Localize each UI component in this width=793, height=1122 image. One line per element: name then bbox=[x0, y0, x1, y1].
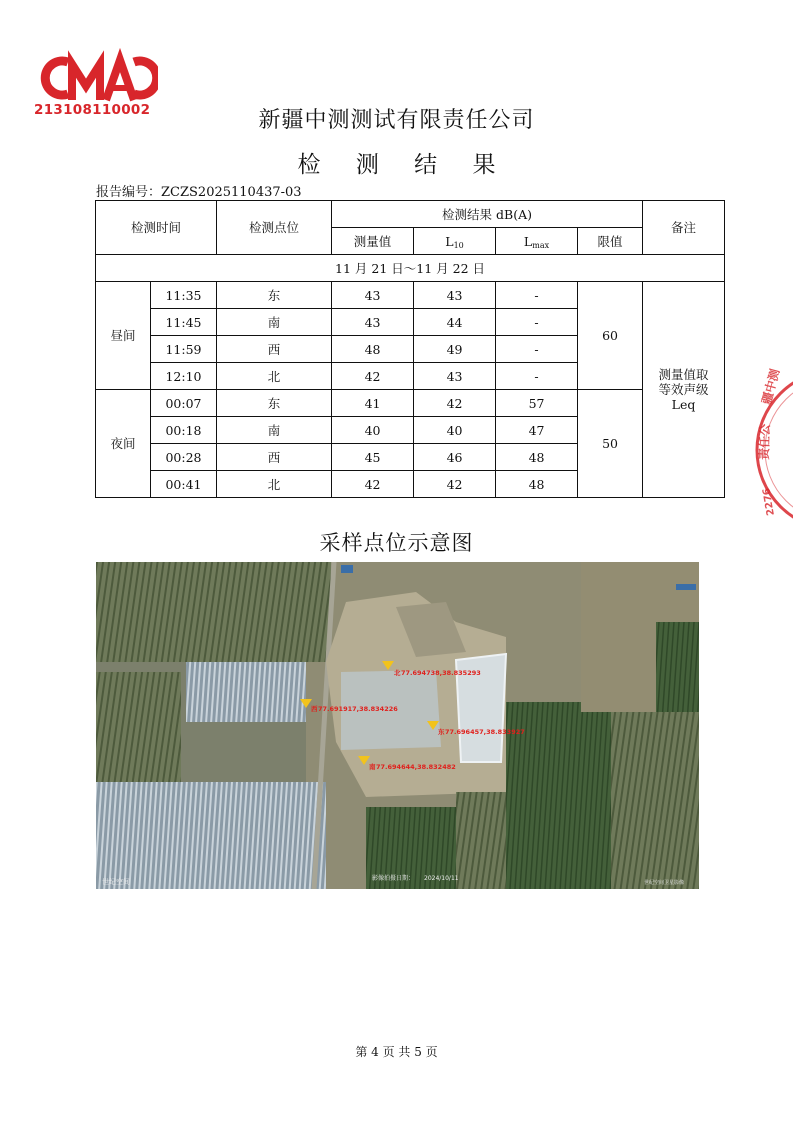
header-limit: 限值 bbox=[578, 228, 643, 255]
marker-coords: 77.696457,38.833927 bbox=[445, 728, 525, 736]
row-lmax: - bbox=[496, 363, 578, 390]
row-time: 00:07 bbox=[151, 390, 217, 417]
marker-label: 西 bbox=[311, 705, 318, 713]
row-measured: 42 bbox=[332, 363, 414, 390]
header-measured: 测量值 bbox=[332, 228, 414, 255]
row-lmax: - bbox=[496, 282, 578, 309]
row-l10: 43 bbox=[414, 282, 496, 309]
row-measured: 45 bbox=[332, 444, 414, 471]
note-line: Leq bbox=[671, 397, 696, 412]
row-point: 西 bbox=[217, 336, 332, 363]
row-l10: 49 bbox=[414, 336, 496, 363]
cma-certificate-number: 213108110002 bbox=[34, 102, 151, 118]
satellite-map bbox=[96, 562, 699, 889]
marker-coords: 77.694644,38.832482 bbox=[376, 763, 456, 771]
row-time: 11:35 bbox=[151, 282, 217, 309]
row-measured: 43 bbox=[332, 282, 414, 309]
row-point: 东 bbox=[217, 390, 332, 417]
marker-label: 东 bbox=[438, 728, 445, 736]
map-watermark: 世纪空间 bbox=[102, 878, 130, 886]
limit-night: 50 bbox=[578, 390, 643, 498]
row-measured: 40 bbox=[332, 417, 414, 444]
row-measured: 42 bbox=[332, 471, 414, 498]
row-point: 南 bbox=[217, 417, 332, 444]
row-point: 东 bbox=[217, 282, 332, 309]
row-time: 00:28 bbox=[151, 444, 217, 471]
row-lmax: 47 bbox=[496, 417, 578, 444]
header-point: 检测点位 bbox=[217, 201, 332, 255]
company-name: 新疆中测测试有限责任公司 bbox=[258, 108, 535, 133]
row-point: 西 bbox=[217, 444, 332, 471]
report-number: 报告编号：ZCZS2025110437-03 bbox=[96, 185, 302, 200]
marker-label: 南 bbox=[369, 763, 376, 771]
row-l10: 40 bbox=[414, 417, 496, 444]
header-l10: $L_{10}$ bbox=[414, 228, 496, 255]
row-lmax: - bbox=[496, 309, 578, 336]
period-day: 昼间 bbox=[96, 282, 151, 390]
limit-day: 60 bbox=[578, 282, 643, 390]
row-measured: 48 bbox=[332, 336, 414, 363]
row-l10: 43 bbox=[414, 363, 496, 390]
note-line: 测量值取 bbox=[658, 367, 709, 382]
row-point: 南 bbox=[217, 309, 332, 336]
header-note: 备注 bbox=[643, 201, 725, 255]
row-time: 12:10 bbox=[151, 363, 217, 390]
note-cell bbox=[643, 282, 725, 498]
row-l10: 42 bbox=[414, 471, 496, 498]
row-point: 北 bbox=[217, 471, 332, 498]
note-line: 等效声级 bbox=[658, 382, 709, 397]
header-result: 检测结果 dB(A) bbox=[332, 201, 643, 228]
row-time: 00:41 bbox=[151, 471, 217, 498]
row-lmax: 48 bbox=[496, 444, 578, 471]
marker-label: 北 bbox=[394, 669, 401, 677]
row-lmax: 48 bbox=[496, 471, 578, 498]
date-range: 11 月 21 日～11 月 22 日 bbox=[96, 255, 725, 282]
map-credit: 世纪空间卫星影像 bbox=[644, 880, 685, 886]
results-table bbox=[95, 200, 725, 498]
row-lmax: 57 bbox=[496, 390, 578, 417]
row-point: 北 bbox=[217, 363, 332, 390]
capture-label: 影像拍摄日期： bbox=[372, 875, 415, 882]
map-title: 采样点位示意图 bbox=[319, 531, 474, 555]
table-row bbox=[96, 282, 725, 309]
row-measured: 43 bbox=[332, 309, 414, 336]
page-number: 第 4 页 共 5 页 bbox=[355, 1045, 438, 1059]
row-time: 11:45 bbox=[151, 309, 217, 336]
marker-coords: 77.691917,38.834226 bbox=[318, 705, 398, 713]
svg-text:责任公: 责任公 bbox=[757, 423, 773, 461]
table-row bbox=[96, 390, 725, 417]
period-night: 夜间 bbox=[96, 390, 151, 498]
page-title: 检 测 结 果 bbox=[297, 152, 510, 178]
svg-text:2276: 2276 bbox=[761, 487, 777, 517]
row-l10: 42 bbox=[414, 390, 496, 417]
svg-text:疆中测: 疆中测 bbox=[759, 367, 783, 406]
row-time: 11:59 bbox=[151, 336, 217, 363]
row-time: 00:18 bbox=[151, 417, 217, 444]
marker-coords: 77.694738,38.835293 bbox=[401, 669, 481, 677]
row-lmax: - bbox=[496, 336, 578, 363]
header-time: 检测时间 bbox=[96, 201, 217, 255]
row-measured: 41 bbox=[332, 390, 414, 417]
row-l10: 46 bbox=[414, 444, 496, 471]
row-l10: 44 bbox=[414, 309, 496, 336]
capture-date: 2024/10/11 bbox=[424, 875, 459, 882]
header-lmax: $L_{max}$ bbox=[496, 228, 578, 255]
company-seal-icon bbox=[752, 365, 793, 535]
